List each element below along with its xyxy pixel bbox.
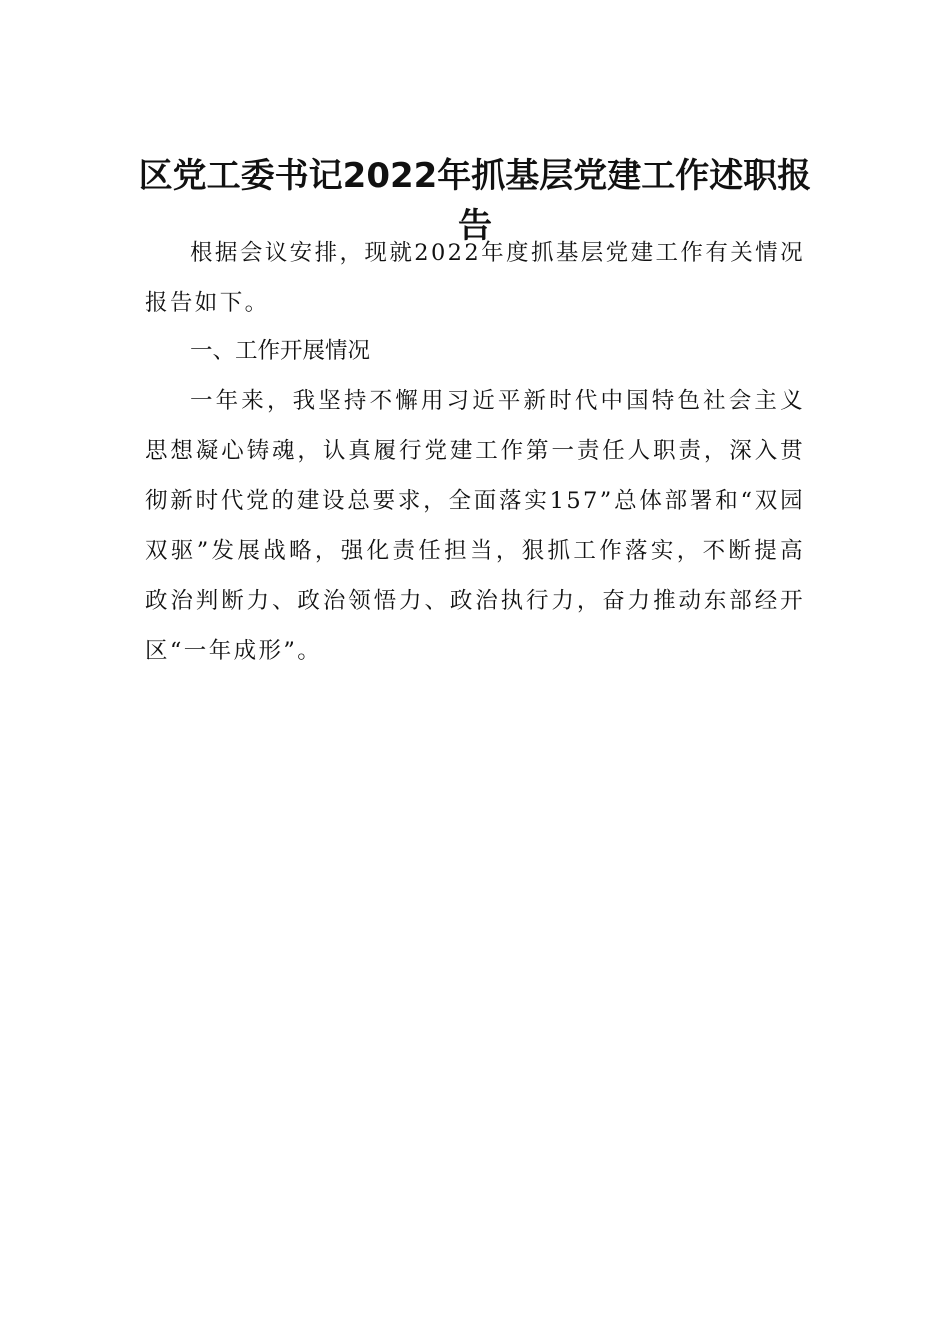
section-heading: 一、工作开展情况	[190, 338, 371, 364]
section-body-paragraph: 一年来，我坚持不懈用习近平新时代中国特色社会主义思想凝心铸魂，认真履行党建工作第一责任人职责，深入贯彻新时代党的建设总要求，全面落实157”总体部署和“双园双驱”发展战略，强化责任担当，狠抓工作落实，不断提高政治判断力、政治领悟力、政治执行力，奋力推动东部经开区“一年成形”。	[145, 388, 805, 664]
intro-paragraph: 根据会议安排，现就2022年度抓基层党建工作有关情况报告如下。	[145, 240, 805, 316]
document-title: 区党工委书记2022年抓基层党建工作述职报告	[138, 155, 812, 246]
